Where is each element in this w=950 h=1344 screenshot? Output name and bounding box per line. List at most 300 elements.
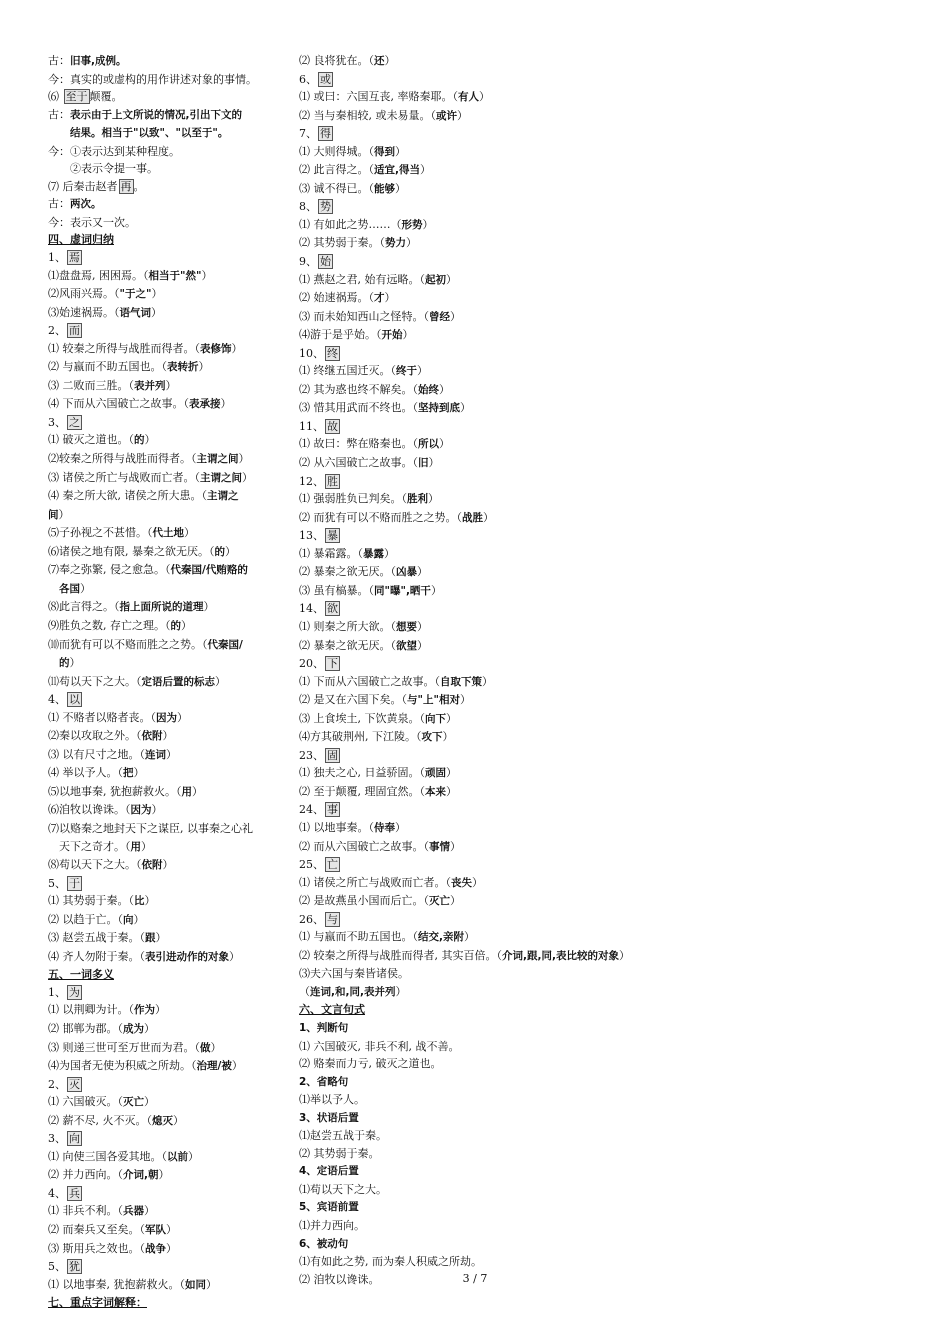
answer-text: 介词,跟,同,表比较的对象 — [502, 949, 619, 962]
text: ） — [430, 583, 442, 597]
text: ） — [133, 766, 145, 780]
right-line — [299, 819, 699, 838]
right-line — [299, 326, 699, 345]
right-line — [299, 454, 699, 473]
keyword-box: 胜 — [327, 474, 338, 488]
left-line — [48, 598, 283, 617]
answer-text: 形势 — [401, 218, 423, 231]
text: ） — [151, 287, 163, 301]
answer-text: 才 — [374, 292, 385, 305]
left-line — [48, 1294, 283, 1312]
text: ⑴ 与嬴而不助五国也。（ — [299, 930, 418, 944]
text: ⑵较秦之所得与战胜而得者。（ — [48, 452, 197, 466]
keyword-box: 而 — [69, 324, 80, 338]
text: ） — [144, 1204, 155, 1218]
text: 3、 — [48, 415, 66, 429]
text: ②表示令提一事。 — [70, 162, 158, 176]
text: ⑹洎牧以谗诛。（ — [48, 803, 131, 817]
answer-text: 欲望 — [396, 639, 417, 652]
right-line — [299, 418, 699, 436]
text: ⑵ 而秦兵又至矣。（ — [48, 1223, 145, 1236]
text: ） — [158, 1168, 170, 1182]
keyword-box: 故 — [327, 419, 338, 433]
right-line — [299, 563, 699, 582]
right-line — [299, 1162, 699, 1181]
answer-text: 兵器 — [123, 1205, 144, 1218]
text: ⑶ 而未始知西山之怪特。（ — [299, 309, 429, 323]
text: ⑴ 故曰：弊在赂秦也。（ — [299, 437, 418, 451]
text: 今：①表示达到某种程度。 — [48, 144, 180, 158]
text: 2、 — [48, 324, 66, 338]
left-line — [48, 267, 283, 286]
text: 古： — [48, 107, 70, 121]
text: ） — [58, 507, 70, 521]
left-line — [48, 856, 283, 875]
answer-text: 同"曝",晒干 — [374, 584, 431, 597]
text: ） — [459, 693, 471, 707]
text: 。 — [133, 179, 145, 193]
answer-text: 始终 — [418, 383, 439, 396]
text: ） — [384, 546, 395, 560]
left-line — [48, 143, 283, 161]
right-line — [299, 234, 699, 253]
right-line — [299, 1055, 699, 1073]
answer-text: 代秦国/ — [207, 638, 243, 651]
keyword-box: 势 — [320, 200, 331, 214]
answer-text: 侍奉 — [374, 821, 395, 834]
left-line — [48, 431, 283, 450]
right-line — [299, 928, 699, 947]
keyword-box: 以 — [69, 693, 80, 707]
text: ） — [162, 858, 174, 872]
answer-text: 或许 — [436, 109, 457, 122]
keyword-box: 暴 — [327, 529, 338, 543]
right-line — [299, 1181, 699, 1199]
right-line — [299, 107, 699, 126]
right-line — [299, 655, 699, 673]
answer-text: 灭亡 — [429, 895, 450, 908]
text: ） — [69, 656, 81, 670]
text: ） — [439, 382, 450, 396]
text: ） — [472, 875, 483, 889]
right-line — [299, 1217, 699, 1235]
answer-text: 有人 — [458, 91, 479, 104]
right-line — [299, 399, 699, 418]
answer-text: 的 — [134, 434, 145, 447]
right-line — [299, 710, 699, 729]
answer-text: 顽固 — [425, 767, 446, 780]
right-line — [299, 435, 699, 454]
text: 5、 — [48, 1260, 66, 1274]
section-heading: 七、重点字词解释： — [48, 1296, 147, 1310]
answer-text: 因为 — [156, 711, 177, 724]
section-heading: 四、虚词归纳 — [48, 233, 114, 247]
left-line — [48, 580, 283, 599]
keyword-box: 始 — [320, 255, 331, 269]
text: ⑴ 独夫之心, 日益骄固。（ — [299, 766, 425, 780]
text: ） — [151, 305, 162, 319]
left-line — [48, 746, 283, 765]
text: 10、 — [299, 346, 324, 360]
right-line — [299, 88, 699, 107]
answer-text: 与"上"相对 — [407, 694, 460, 707]
text: ） — [144, 1021, 155, 1035]
text: ⑽而犹有可以不赂而胜之之势。（ — [48, 637, 208, 651]
text: ⑵ 邯郸为郡。（ — [48, 1021, 123, 1035]
answer-text: 相当于"然" — [148, 269, 202, 282]
text: ⑸子孙视之不甚惜。（ — [48, 526, 153, 540]
text: ⑴ 大则得城。（ — [299, 144, 374, 158]
text: ⑴ 向使三国各爱其地。（ — [48, 1149, 167, 1163]
text: 1、 — [48, 985, 66, 999]
text: ⑵ 始速祸焉。（ — [299, 291, 374, 305]
right-line — [299, 1019, 699, 1038]
right-line — [299, 161, 699, 180]
left-line — [48, 1112, 283, 1131]
answer-text: 灭亡 — [123, 1096, 144, 1109]
text: ⑼胜负之数, 存亡之理。（ — [48, 618, 171, 632]
right-line — [299, 271, 699, 290]
answer-text: 适宜,得当 — [374, 164, 420, 177]
answer-text: 战争 — [145, 1242, 166, 1255]
answer-text: 攻下 — [421, 731, 443, 744]
subsection-heading: 2、省略句 — [299, 1075, 349, 1088]
text: 今：表示又一次。 — [48, 215, 136, 229]
text: ⑵ 与嬴而不助五国也。（ — [48, 360, 167, 374]
text: 5、 — [48, 876, 66, 890]
text: ⑵ 薪不尽, 火不灭。（ — [48, 1113, 152, 1127]
text: 9、 — [299, 255, 317, 269]
answer-text: 的 — [214, 545, 225, 558]
right-line — [299, 308, 699, 327]
right-line — [299, 198, 699, 216]
text: 颠覆。 — [89, 90, 123, 104]
right-line — [299, 143, 699, 162]
text: 3、 — [48, 1132, 66, 1146]
text: ） — [80, 581, 91, 595]
answer-text: 代秦国/代贿赂的 — [170, 564, 248, 577]
text: ⑴ 燕赵之君, 始有远略。（ — [299, 272, 425, 286]
right-line — [299, 618, 699, 637]
text: ⑴ 则秦之所大欲。（ — [299, 619, 396, 633]
text: ） — [483, 510, 494, 524]
text: ⑵ 是又在六国下矣。（ — [299, 693, 407, 707]
text: ） — [242, 470, 253, 484]
left-line — [48, 160, 283, 178]
text: ⑷方其破荆州, 下江陵。（ — [299, 730, 422, 744]
left-line — [48, 506, 283, 525]
left-line — [48, 617, 283, 636]
text: ⑴并力西向。 — [299, 1219, 365, 1232]
left-line — [48, 71, 283, 89]
right-line — [299, 509, 699, 528]
left-line — [48, 377, 283, 396]
left-line — [48, 395, 283, 414]
keyword-box: 兵 — [69, 1186, 80, 1200]
right-line — [299, 801, 699, 819]
right-line — [299, 1091, 699, 1109]
text: ⑵ 从六国破亡之故事。（ — [299, 456, 418, 470]
right-line — [299, 747, 699, 765]
text: ） — [446, 272, 457, 286]
answer-text: 熄灭 — [152, 1114, 173, 1127]
text: ⑶ 惜其用武而不终也。（ — [299, 401, 418, 415]
text: ⑴盘盘焉, 困困焉。（ — [48, 268, 149, 282]
left-line — [48, 340, 283, 359]
text: ⑸以地事秦, 犹抱薪救火。（ — [48, 784, 182, 798]
text: ） — [166, 1241, 177, 1255]
keyword-box: 亡 — [327, 858, 338, 872]
answer-text: 军队 — [145, 1224, 166, 1236]
keyword-box: 终 — [327, 346, 338, 360]
text: ） — [395, 984, 407, 998]
text: ） — [181, 618, 192, 632]
text: ⑷ 举以予人。（ — [48, 766, 123, 780]
text: 25、 — [299, 858, 324, 872]
text: ⑹ — [48, 90, 63, 104]
text: ⑷ 秦之所大欲, 诸侯之所大患。（ — [48, 489, 207, 503]
answer-text: 表承接 — [189, 398, 221, 411]
keyword-box: 得 — [320, 127, 331, 141]
answer-text: "于之" — [119, 288, 152, 301]
left-line — [48, 948, 283, 967]
answer-text: 依附 — [141, 730, 163, 743]
left-line — [48, 1001, 283, 1020]
text: ⑵ 其为惑也终不解矣。（ — [299, 382, 418, 396]
text: ） — [141, 839, 152, 853]
text: ） — [417, 364, 428, 378]
right-line — [299, 71, 699, 89]
left-line — [48, 838, 283, 857]
text: ） — [206, 1277, 217, 1291]
left-line — [48, 1202, 283, 1221]
text: ⑵ 良将犹在。（ — [299, 54, 374, 67]
subsection-heading: 1、判断句 — [299, 1021, 349, 1034]
text: ） — [450, 894, 461, 908]
text: ） — [417, 619, 428, 633]
answer-text: 想要 — [396, 620, 417, 633]
left-line — [48, 487, 283, 506]
left-line — [48, 178, 283, 196]
right-line — [299, 216, 699, 235]
text: （ — [299, 984, 310, 998]
text: ⑴ 终继五国迁灭。（ — [299, 364, 396, 378]
answer-text: 定语后置的标志 — [141, 675, 215, 688]
text: ⑴ 诸侯之所亡与战败而亡者。（ — [299, 875, 451, 889]
left-column — [48, 52, 283, 1312]
text: ） — [406, 236, 417, 250]
text: 今：真实的或虚构的用作讲述对象的事情。 — [48, 72, 257, 86]
answer-text: 连词,和,同,表并列 — [310, 985, 396, 998]
answer-text: 治理/被 — [196, 1060, 232, 1073]
answer-text: 用 — [130, 840, 141, 853]
left-line — [48, 966, 283, 984]
keyword-box: 之 — [69, 415, 80, 429]
text: ） — [450, 309, 461, 323]
answer-text: 指上面所说的道理 — [119, 601, 204, 614]
left-line — [48, 1020, 283, 1039]
text: ） — [215, 674, 226, 688]
text: ⑵ 暴秦之欲无厌。（ — [299, 638, 396, 652]
text: ） — [428, 492, 439, 506]
text: ⑷为国者无使为积威之所劫。（ — [48, 1059, 197, 1073]
left-line — [48, 892, 283, 911]
text: ⑶始速祸焉。（ — [48, 305, 120, 319]
text: ） — [144, 1095, 155, 1109]
right-line — [299, 764, 699, 783]
answer-text: 向下 — [425, 712, 446, 725]
answer-text: 介词,朝 — [123, 1169, 159, 1182]
left-line — [48, 1057, 283, 1076]
left-line — [48, 1130, 283, 1148]
answer-text: 胜利 — [407, 493, 428, 506]
text: 12、 — [299, 474, 324, 488]
right-line — [299, 52, 699, 71]
answer-text: 间 — [48, 508, 59, 521]
right-line — [299, 253, 699, 271]
text: ） — [231, 341, 243, 355]
text: ⑴ 非兵不利。（ — [48, 1204, 123, 1218]
answer-text: 作为 — [134, 1004, 155, 1017]
keyword-box: 犹 — [69, 1260, 80, 1274]
text: 古： — [48, 54, 70, 67]
answer-text: 暴露 — [363, 547, 384, 560]
keyword-box: 为 — [69, 985, 80, 999]
right-line — [299, 892, 699, 911]
text: ） — [450, 839, 461, 853]
right-line — [299, 911, 699, 929]
answer-text: 曾经 — [429, 310, 450, 323]
text: 4、 — [48, 693, 66, 707]
right-line — [299, 1001, 699, 1019]
text: ⑵ 以趋于亡。（ — [48, 912, 123, 926]
left-line — [48, 414, 283, 432]
keyword-box: 下 — [327, 657, 338, 671]
subsection-heading: 6、被动句 — [299, 1237, 349, 1250]
answer-text: 凶暴 — [396, 566, 417, 579]
right-line — [299, 180, 699, 199]
text: ） — [417, 565, 428, 579]
text: ⑴ 强弱胜负已判矣。（ — [299, 492, 407, 506]
left-line — [48, 783, 283, 802]
text: ） — [422, 217, 434, 231]
right-line — [299, 947, 699, 966]
answer-text: 把 — [123, 767, 134, 780]
right-line — [299, 965, 699, 983]
left-line — [48, 322, 283, 340]
left-line — [48, 106, 283, 125]
section-heading: 五、一词多义 — [48, 968, 114, 982]
text: ⑺ 后秦击赵者 — [48, 179, 118, 193]
text: ⑴ 或曰：六国互丧, 率赂秦耶。（ — [299, 90, 458, 104]
answer-text: 的 — [170, 619, 181, 632]
text: ） — [446, 711, 457, 725]
left-line — [48, 124, 283, 143]
right-line — [299, 1073, 699, 1092]
subsection-heading: 5、宾语前置 — [299, 1201, 359, 1214]
answer-text: 成为 — [123, 1022, 144, 1035]
left-line — [48, 1076, 283, 1094]
text: ） — [417, 638, 428, 652]
text: ） — [210, 1040, 222, 1054]
right-line — [299, 125, 699, 143]
text: ⑴ 不赂者以赂者丧。（ — [48, 710, 156, 724]
text: ⑵秦以攻取之外。（ — [48, 729, 142, 743]
text: ⑵ 当与秦相较, 或未易量。（ — [299, 108, 436, 122]
right-line — [299, 983, 699, 1002]
right-line — [299, 473, 699, 491]
answer-text: 战胜 — [462, 511, 483, 524]
text: ） — [201, 268, 213, 282]
text: ⑺以赂秦之地封天下之谋臣, 以事秦之心礼 — [48, 821, 253, 835]
keyword-box: 固 — [327, 748, 338, 762]
answer-text: 代土地 — [152, 527, 184, 540]
text: ⑻此言得之。（ — [48, 600, 120, 614]
text: ） — [460, 401, 471, 415]
left-line — [48, 1185, 283, 1203]
left-line — [48, 673, 283, 692]
text: ） — [229, 949, 240, 963]
left-line — [48, 1240, 283, 1259]
text: ） — [395, 820, 406, 834]
right-line — [299, 345, 699, 363]
text: ⑵ 赂秦而力亏, 破灭之道也。 — [299, 1057, 442, 1071]
keyword-box: 至于 — [65, 90, 88, 104]
text: ） — [238, 452, 250, 466]
text: ⑴ 六国破灭, 非兵不利, 战不善。 — [299, 1039, 460, 1053]
left-line — [48, 1166, 283, 1185]
text: ） — [231, 1059, 243, 1073]
answer-text: 旧 — [418, 457, 429, 470]
right-line — [299, 856, 699, 874]
left-line — [48, 1148, 283, 1167]
keyword-box: 焉 — [69, 251, 80, 265]
left-line — [48, 709, 283, 728]
text: 6、 — [299, 72, 317, 86]
answer-text: 起初 — [425, 273, 446, 286]
text: ⑾苟以天下之大。（ — [48, 674, 142, 688]
text: ⑴苟以天下之大。 — [299, 1182, 387, 1196]
left-line — [48, 801, 283, 820]
keyword-box: 再 — [120, 179, 132, 193]
left-line — [48, 358, 283, 377]
answer-text: 结交,亲附 — [418, 931, 464, 944]
text: ） — [165, 378, 177, 392]
right-line — [299, 691, 699, 710]
left-line — [48, 1093, 283, 1112]
text: ） — [144, 894, 156, 908]
right-line — [299, 1038, 699, 1056]
text: ） — [151, 803, 163, 817]
right-line — [299, 1109, 699, 1128]
text: ⑴ 较秦之所得与战胜而得者。（ — [48, 341, 200, 355]
text: ） — [166, 747, 177, 761]
keyword-box: 与 — [327, 912, 338, 926]
right-line — [299, 527, 699, 545]
answer-text: 事情 — [429, 840, 450, 853]
left-line — [48, 820, 283, 838]
text: ⑺奉之弥繁, 侵之愈急。（ — [48, 563, 171, 577]
answer-text: 的 — [59, 657, 70, 670]
answer-text: 两次。 — [70, 198, 102, 211]
text: ⑴ 以地事秦, 犹抱薪救火。（ — [48, 1277, 185, 1291]
text: 23、 — [299, 748, 324, 762]
answer-text: 结果。相当于"以致"、"以至于"。 — [70, 127, 229, 140]
answer-text: 各国 — [59, 582, 80, 595]
text: ⑴ 六国破灭。（ — [48, 1095, 123, 1109]
left-line — [48, 727, 283, 746]
text: ） — [225, 544, 236, 558]
